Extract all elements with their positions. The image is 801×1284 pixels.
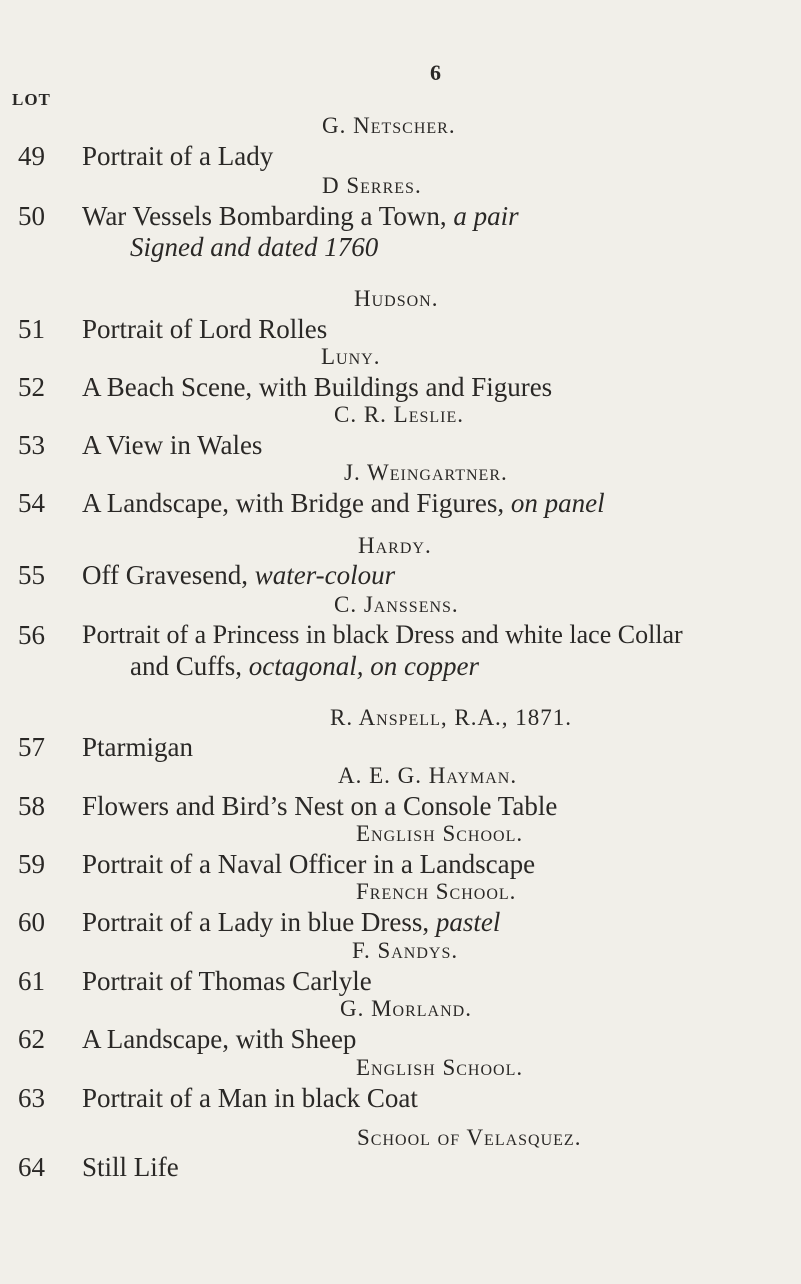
- lot-title: Portrait of Thomas Carlyle: [82, 966, 372, 996]
- artist-name: English School.: [356, 821, 524, 846]
- lot-title: Off Gravesend, water-colour: [82, 560, 396, 590]
- lot-title: Ptarmigan: [82, 732, 193, 762]
- lot-number: 64: [18, 1152, 45, 1182]
- lot-column-heading: LOT: [12, 90, 51, 109]
- lot-number: 52: [18, 372, 45, 402]
- artist-name: G. Morland.: [340, 996, 472, 1021]
- lot-title: A Landscape, with Bridge and Figures, on panel: [82, 488, 605, 518]
- lot-number: 53: [18, 430, 45, 460]
- lot-number: 54: [18, 488, 45, 518]
- artist-name: F. Sandys.: [352, 938, 459, 963]
- artist-name: French School.: [356, 879, 517, 904]
- artist-name: School of Velasquez.: [357, 1125, 582, 1150]
- lot-title: Portrait of a Man in black Coat: [82, 1083, 418, 1113]
- artist-name: C. R. Leslie.: [334, 402, 465, 427]
- lot-number: 62: [18, 1024, 45, 1054]
- lot-number: 49: [18, 141, 45, 171]
- lot-title: A Beach Scene, with Buildings and Figures: [82, 372, 553, 402]
- lot-number: 50: [18, 201, 45, 231]
- page-number: 6: [430, 60, 441, 85]
- lot-title: Portrait of a Lady: [82, 141, 274, 171]
- lot-title: Still Life: [82, 1152, 179, 1182]
- lot-number: 58: [18, 791, 45, 821]
- lot-number: 51: [18, 314, 45, 344]
- lot-number: 60: [18, 907, 45, 937]
- artist-name: English School.: [356, 1055, 524, 1080]
- lot-title: A View in Wales: [82, 430, 263, 460]
- lot-title: War Vessels Bombarding a Town, a pair: [82, 201, 519, 231]
- artist-name: G. Netscher.: [322, 113, 456, 138]
- lot-title: Portrait of a Princess in black Dress and white lace Collar: [82, 620, 683, 649]
- artist-name: R. Anspell, R.A., 1871.: [330, 705, 573, 730]
- artist-name: D Serres.: [322, 173, 422, 198]
- lot-number: 59: [18, 849, 45, 879]
- lot-title: Portrait of a Lady in blue Dress, pastel: [82, 907, 501, 937]
- lot-number: 55: [18, 560, 45, 590]
- lot-title: A Landscape, with Sheep: [82, 1024, 357, 1054]
- lot-title: Portrait of Lord Rolles: [82, 314, 328, 344]
- lot-subline: Signed and dated 1760: [130, 232, 379, 262]
- artist-name: Hardy.: [358, 533, 432, 558]
- artist-name: C. Janssens.: [334, 592, 459, 617]
- lot-title: Portrait of a Naval Officer in a Landscape: [82, 849, 536, 879]
- lot-number: 56: [18, 620, 45, 650]
- lot-number: 57: [18, 732, 45, 762]
- lot-subline: and Cuffs, octagonal, on copper: [130, 651, 479, 681]
- lot-number: 61: [18, 966, 45, 996]
- artist-name: A. E. G. Hayman.: [338, 763, 518, 788]
- artist-name: J. Weingartner.: [344, 460, 508, 485]
- artist-name: Luny.: [321, 344, 381, 369]
- lot-number: 63: [18, 1083, 45, 1113]
- lot-title: Flowers and Bird’s Nest on a Console Table: [82, 791, 558, 821]
- artist-name: Hudson.: [354, 286, 439, 311]
